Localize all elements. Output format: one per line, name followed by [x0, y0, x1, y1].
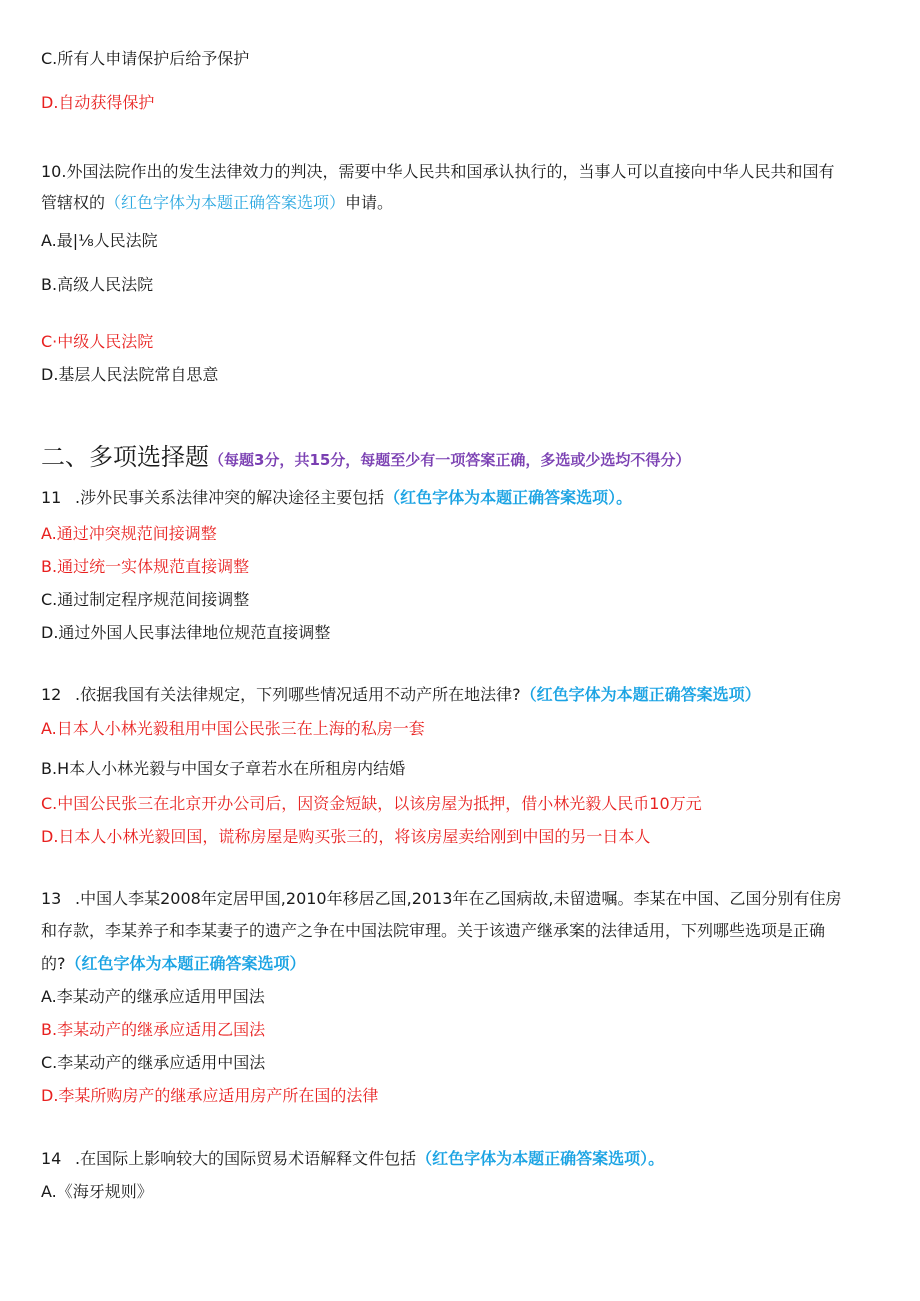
q10-option-c-correct: C·中级人民法院	[41, 332, 154, 351]
q10-answer-hint: （红色字体为本题正确答案选项）	[105, 193, 346, 212]
section-heading-multiple-choice	[41, 441, 690, 476]
q10-stem-before: 管辖权的	[41, 193, 106, 212]
q12-option-c-correct: C.中国公民张三在北京开办公司后，因资金短缺，以该房屋为抵押，借小林光毅人民币10万元	[41, 794, 702, 813]
q10-option-d: D.基层人民法院常自思意	[41, 365, 219, 384]
q11-option-d: D.通过外国人民事法律地位规范直接调整	[41, 623, 331, 642]
q13-option-c: C.李某动产的继承应适用中国法	[41, 1053, 266, 1072]
q10-option-b: B.高级人民法院	[41, 275, 154, 294]
q12-number: 12	[41, 685, 62, 704]
q11-stem-text: .涉外民事关系法律冲突的解决途径主要包括	[75, 488, 385, 507]
q14-option-a: A.《海牙规则》	[41, 1182, 153, 1201]
q12-option-d-correct: D.日本人小林光毅回国，谎称房屋是购买张三的，将该房屋卖给刚到中国的另一日本人	[41, 827, 651, 846]
q14-number: 14	[41, 1149, 62, 1168]
q13-option-b-correct: B.李某动产的继承应适用乙国法	[41, 1020, 266, 1039]
q13-stem-text3: 的?	[41, 954, 66, 973]
q10-option-a: A.最|⅛人民法院	[41, 231, 158, 250]
q11-answer-hint: （红色字体为本题正确答案选项）。	[384, 488, 633, 507]
section-title: 二、多项选择题	[41, 443, 209, 471]
q13-stem-text1: .中国人李某2008年定居甲国,2010年移居乙国,2013年在乙国病故,未留遗嘱。李某在中国、乙国分别有住房	[75, 889, 842, 908]
q13-answer-hint: （红色字体为本题正确答案选项）	[65, 954, 306, 973]
q10-stem-after: 申请。	[345, 193, 394, 212]
q9-option-d-correct: D.自动获得保护	[41, 93, 155, 112]
q12-answer-hint: （红色字体为本题正确答案选项）	[520, 685, 761, 704]
q12-option-a-correct: A.日本人小林光毅租用中国公民张三在上海的私房一套	[41, 719, 425, 738]
q12-option-b: B.H本人小林光毅与中国女子章若水在所租房内结婚	[41, 759, 406, 778]
q10-stem-line1: 10.外国法院作出的发生法律效力的判决，需要中华人民共和国承认执行的，当事人可以直接向中华人民共和国有	[41, 162, 835, 181]
q11-number: 11	[41, 488, 62, 507]
q13-option-d-correct: D.李某所购房产的继承应适用房产所在国的法律	[41, 1086, 379, 1105]
q13-stem-line3	[41, 953, 306, 975]
q14-answer-hint: （红色字体为本题正确答案选项）。	[416, 1149, 665, 1168]
q9-option-c: C.所有人申请保护后给予保护	[41, 49, 250, 68]
q10-stem-line2	[41, 192, 393, 214]
q14-stem	[41, 1148, 664, 1170]
q13-stem-line1	[41, 888, 842, 910]
q12-stem	[41, 684, 761, 706]
q11-option-a-correct: A.通过冲突规范间接调整	[41, 524, 217, 543]
q13-number: 13	[41, 889, 62, 908]
q11-option-b-correct: B.通过统一实体规范直接调整	[41, 557, 250, 576]
q13-option-a: A.李某动产的继承应适用甲国法	[41, 987, 265, 1006]
q11-stem	[41, 487, 632, 509]
q13-stem-line2: 和存款，李某养子和李某妻子的遗产之争在中国法院审理。关于该遗产继承案的法律适用，下列哪些选项是正确	[41, 921, 826, 940]
q12-stem-text: .依据我国有关法律规定，下列哪些情况适用不动产所在地法律?	[75, 685, 521, 704]
q14-stem-text: .在国际上影响较大的国际贸易术语解释文件包括	[75, 1149, 417, 1168]
section-scoring-note: （每题3分，共15分，每题至少有一项答案正确，多选或少选均不得分）	[209, 451, 691, 469]
q11-option-c: C.通过制定程序规范间接调整	[41, 590, 250, 609]
